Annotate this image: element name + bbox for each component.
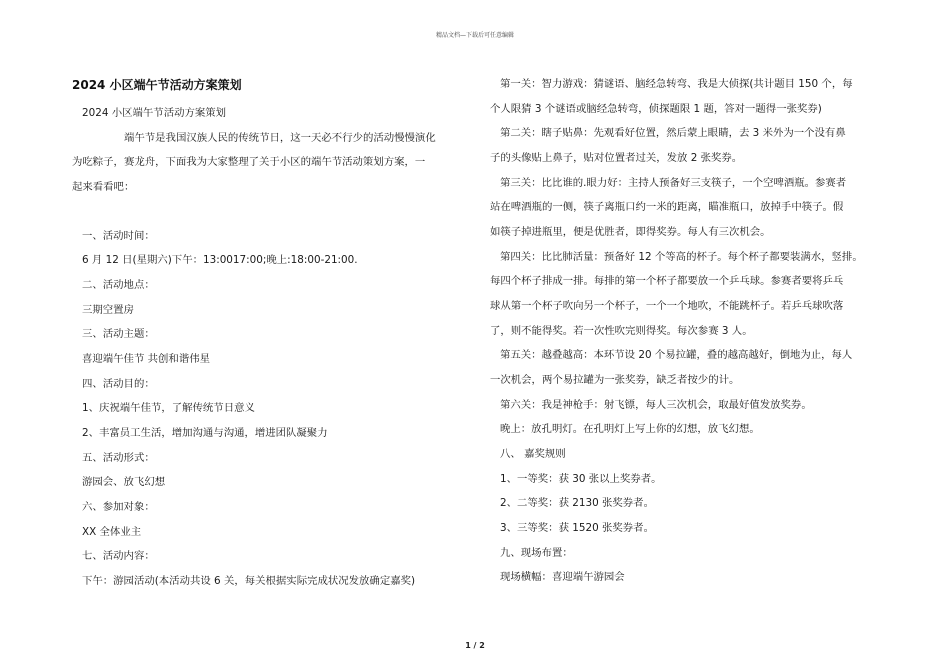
stage-4-line-2: 每四个杯子排成一排。每排的第一个杯子都要放一个乒乓球。参赛者要将乒乓 [490, 275, 844, 287]
section-theme-heading: 三、活动主题： [82, 328, 155, 340]
stage-2-line-1: 第二关：瞎子贴鼻：先观看好位置，然后蒙上眼睛，去 3 米外为一个没有鼻 [500, 127, 846, 139]
stage-1-line-1: 第一关：智力游戏：猜谜语、脑经急转弯、我是大侦探(共计题目 150 个，每 [500, 78, 853, 90]
document-title: 2024 小区端午节活动方案策划 [72, 78, 242, 92]
stage-4-line-3: 球从第一个杯子吹向另一个杯子，一个一个地吹，不能跳杯子。若乒乓球吹落 [490, 300, 844, 312]
award-first-prize: 1、一等奖：获 30 张以上奖券者。 [500, 473, 662, 485]
section-form-value: 游园会、放飞幻想 [82, 476, 166, 488]
stage-3-line-2: 站在啤酒瓶的一侧，筷子离瓶口约一米的距离，瞄准瓶口，放掉手中筷子。假 [490, 201, 844, 213]
section-place-heading: 二、活动地点： [82, 279, 155, 291]
award-third-prize: 3、三等奖：获 1520 张奖券者。 [500, 522, 654, 534]
section-content-heading: 七、活动内容： [82, 550, 155, 562]
stage-5-line-2: 一次机会，两个易拉罐为一张奖券，缺乏者按少的计。 [490, 374, 740, 386]
section-audience-value: XX 全体业主 [82, 526, 142, 538]
section-content-afternoon: 下午：游园活动(本活动共设 6 关，每关根据实际完成状况发放确定嘉奖) [82, 575, 416, 587]
subtitle-line: 2024 小区端午节活动方案策划 [82, 107, 227, 119]
award-second-prize: 2、二等奖：获 2130 张奖券者。 [500, 497, 654, 509]
section-theme-value: 喜迎端午佳节 共创和谐伟星 [82, 353, 210, 365]
page-header-note: 精品文档—下载后可任意编辑 [435, 32, 514, 39]
stage-1-line-2: 个人限猜 3 个谜语或脑经急转弯，侦探题限 1 题，答对一题得一张奖券) [490, 103, 822, 115]
section-purpose-item-1: 1、庆祝端午佳节，了解传统节日意义 [82, 402, 255, 414]
section-time-value: 6 月 12 日(星期六)下午：13:0017:00;晚上:18:00-21:00. [82, 254, 358, 266]
section-time-heading: 一、活动时间： [82, 230, 155, 242]
section-layout-heading: 九、现场布置： [500, 547, 573, 559]
stage-4-line-4: 了，则不能得奖。若一次性吹完则得奖。每次参赛 3 人。 [490, 325, 753, 337]
section-form-heading: 五、活动形式： [82, 452, 155, 464]
stage-3-line-3: 如筷子掉进瓶里，便是优胜者，即得奖券。每人有三次机会。 [490, 226, 771, 238]
intro-line-1: 端午节是我国汉族人民的传统节日，这一天必不行少的活动慢慢演化 [124, 132, 436, 144]
section-award-heading: 八、 嘉奖规则 [500, 448, 566, 460]
evening-line: 晚上：放孔明灯。在孔明灯上写上你的幻想，放飞幻想。 [500, 423, 760, 435]
section-layout-banner: 现场横幅：喜迎端午游园会 [500, 571, 625, 583]
stage-6-line: 第六关：我是神枪手：射飞镖，每人三次机会，取最好值发放奖券。 [500, 399, 812, 411]
stage-4-line-1: 第四关：比比肺活量：预备好 12 个等高的杯子。每个杯子都要装满水，竖排。 [500, 251, 863, 263]
intro-line-3: 起来看看吧： [72, 181, 135, 193]
section-audience-heading: 六、参加对象： [82, 501, 155, 513]
section-purpose-heading: 四、活动目的： [82, 378, 155, 390]
stage-5-line-1: 第五关：越叠越高：本环节设 20 个易拉罐，叠的越高越好，倒地为止，每人 [500, 349, 853, 361]
stage-2-line-2: 子的头像贴上鼻子，贴对位置者过关，发放 2 张奖券。 [490, 152, 743, 164]
page-number: 1 / 2 [465, 641, 485, 650]
section-place-value: 三期空置房 [82, 304, 134, 316]
stage-3-line-1: 第三关：比比谁的.眼力好：主持人预备好三支筷子，一个空啤酒瓶。参赛者 [500, 177, 847, 189]
intro-line-2: 为吃粽子，赛龙舟，下面我为大家整理了关于小区的端午节活动策划方案，一 [72, 156, 426, 168]
section-purpose-item-2: 2、丰富员工生活，增加沟通与沟通，增进团队凝聚力 [82, 427, 328, 439]
